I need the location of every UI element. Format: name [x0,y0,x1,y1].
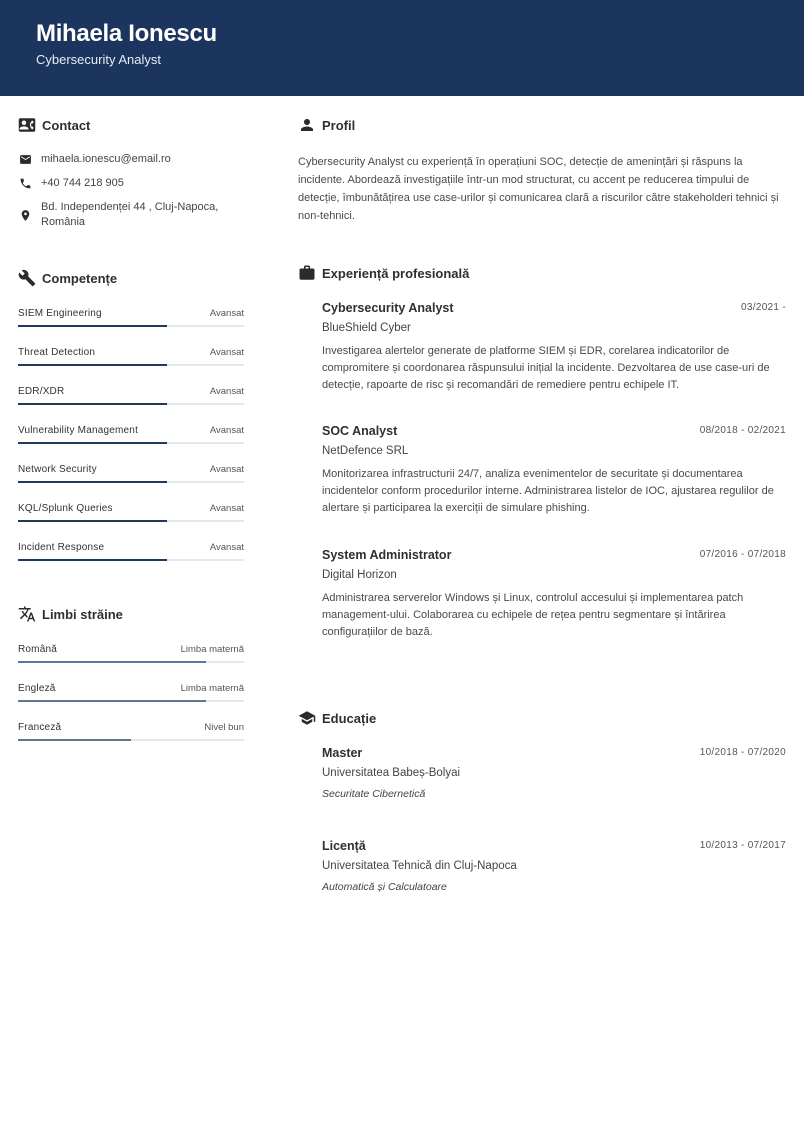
skill-name: Incident Response [18,542,105,553]
skill-name: KQL/Splunk Queries [18,503,113,514]
skill-bar-fill [18,520,167,522]
language-bar-fill [18,739,131,741]
experience-entry [322,301,786,401]
job-dates: 08/2018 - 02/2021 [699,425,786,436]
job-company: NetDefence SRL [322,445,409,457]
language-level: Nivel bun [204,722,244,733]
graduation-cap-icon [298,709,316,727]
skill-bar-fill [18,442,167,444]
language-item [18,644,244,668]
contact-heading-label: Contact [42,117,91,133]
skill-level: Avansat [209,425,244,436]
skill-item [18,347,244,371]
skill-bar-fill [18,481,167,483]
resume-header [0,0,804,96]
experience-entry [322,424,786,524]
job-title: System Administrator [322,548,452,562]
education-heading-label: Educație [322,710,377,726]
person-icon [298,116,316,134]
language-name: Engleză [18,683,56,694]
language-bar-fill [18,661,206,663]
skill-bar [18,559,244,561]
specialization: Automatică și Calculatoare [322,881,447,893]
language-level: Limba maternă [180,683,244,694]
skill-bar [18,520,244,522]
profile-summary: Cybersecurity Analyst cu experiență în operațiuni SOC, detecție de amenințări și răspuns la incidente. Abordează investigațiile într-un mod structurat, cu accent pe reducerea timpului de detecție, îmbunătățirea use case-urilor și comunicarea clară a riscurilor către stakeholderi tehnici și non-tehnici. [298,156,779,222]
phone-text: +40 744 218 905 [41,177,124,189]
institution: Universitatea Babeș-Bolyai [322,767,461,779]
skill-item [18,542,244,566]
contact-heading [18,115,90,135]
education-heading [298,708,376,728]
skill-bar [18,481,244,483]
skill-level: Avansat [209,386,244,397]
experience-heading [298,263,469,283]
skill-level: Avansat [209,347,244,358]
skill-bar [18,442,244,444]
language-level: Limba maternă [180,644,244,655]
skill-bar [18,364,244,366]
skill-level: Avansat [209,464,244,475]
email-icon [18,152,32,166]
job-title: Cybersecurity Analyst [322,301,454,315]
job-dates: 03/2021 - [741,302,786,313]
profile-heading [298,115,355,135]
language-name: Română [18,644,57,655]
skill-bar-fill [18,403,167,405]
experience-heading-label: Experiență profesională [322,265,470,281]
candidate-title: Cybersecurity Analyst [36,52,161,67]
skill-item [18,386,244,410]
languages-heading-label: Limbi străine [42,606,123,622]
skills-heading [18,268,117,288]
education-dates: 10/2018 - 07/2020 [699,747,786,758]
job-title: SOC Analyst [322,424,398,438]
languages-heading [18,604,123,624]
skill-name: SIEM Engineering [18,308,102,319]
education-dates: 10/2013 - 07/2017 [699,840,786,851]
skill-name: Network Security [18,464,97,475]
job-company: Digital Horizon [322,569,397,581]
contact-address [18,200,241,230]
address-text: Bd. Independenței 44 , Cluj-Napoca, România [41,201,219,228]
job-description: Monitorizarea infrastructurii 24/7, analiza evenimentelor de securitate și documentarea incidentelor conform procedurilor interne. Administrarea listelor de IOC, ajustarea regulilor de alertare și participarea la exerciții de simulare phishing. [322,468,774,514]
phone-icon [18,176,32,190]
location-pin-icon [18,208,32,222]
degree: Master [322,746,363,760]
contact-card-icon [18,116,36,134]
job-description: Administrarea serverelor Windows și Linux, controlul accesului și implementarea patch management-ului. Colaborarea cu echipele de rețea pentru segmentare și întărirea configurațiilor de bază. [322,592,744,638]
skills-heading-label: Competențe [42,270,118,286]
language-item [18,683,244,707]
language-item [18,722,244,746]
skill-name: Vulnerability Management [18,425,139,436]
translate-icon [18,605,36,623]
language-bar [18,661,244,663]
job-company: BlueShield Cyber [322,322,411,334]
experience-entry [322,548,786,648]
skill-bar-fill [18,325,167,327]
skill-bar [18,325,244,327]
language-bar [18,739,244,741]
contact-phone[interactable] [18,176,241,191]
wrench-icon [18,269,36,287]
skill-level: Avansat [209,308,244,319]
skill-bar [18,403,244,405]
skill-item [18,464,244,488]
email-text: mihaela.ionescu@email.ro [41,153,171,165]
contact-email[interactable] [18,152,241,167]
language-bar-fill [18,700,206,702]
institution: Universitatea Tehnică din Cluj-Napoca [322,860,517,872]
language-name: Franceză [18,722,62,733]
skill-level: Avansat [209,503,244,514]
education-entry [322,839,786,899]
skill-item [18,425,244,449]
profile-heading-label: Profil [322,117,356,133]
skill-name: Threat Detection [18,347,96,358]
skill-bar-fill [18,559,167,561]
candidate-name: Mihaela Ionescu [36,20,217,47]
skill-bar-fill [18,364,167,366]
job-description: Investigarea alertelor generate de platforme SIEM și EDR, corelarea indicatorilor de compromitere și coordonarea răspunsului inițial la incidente. Dezvoltarea de use case-uri de detecție, rapoarte de risc și recomandări de remediere pentru echipele IT. [322,345,770,391]
specialization: Securitate Cibernetică [322,788,426,800]
degree: Licență [322,839,366,853]
education-entry [322,746,786,806]
skill-item [18,308,244,332]
skill-name: EDR/XDR [18,386,65,397]
skill-item [18,503,244,527]
job-dates: 07/2016 - 07/2018 [699,549,786,560]
language-bar [18,700,244,702]
skill-level: Avansat [209,542,244,553]
briefcase-icon [298,264,316,282]
